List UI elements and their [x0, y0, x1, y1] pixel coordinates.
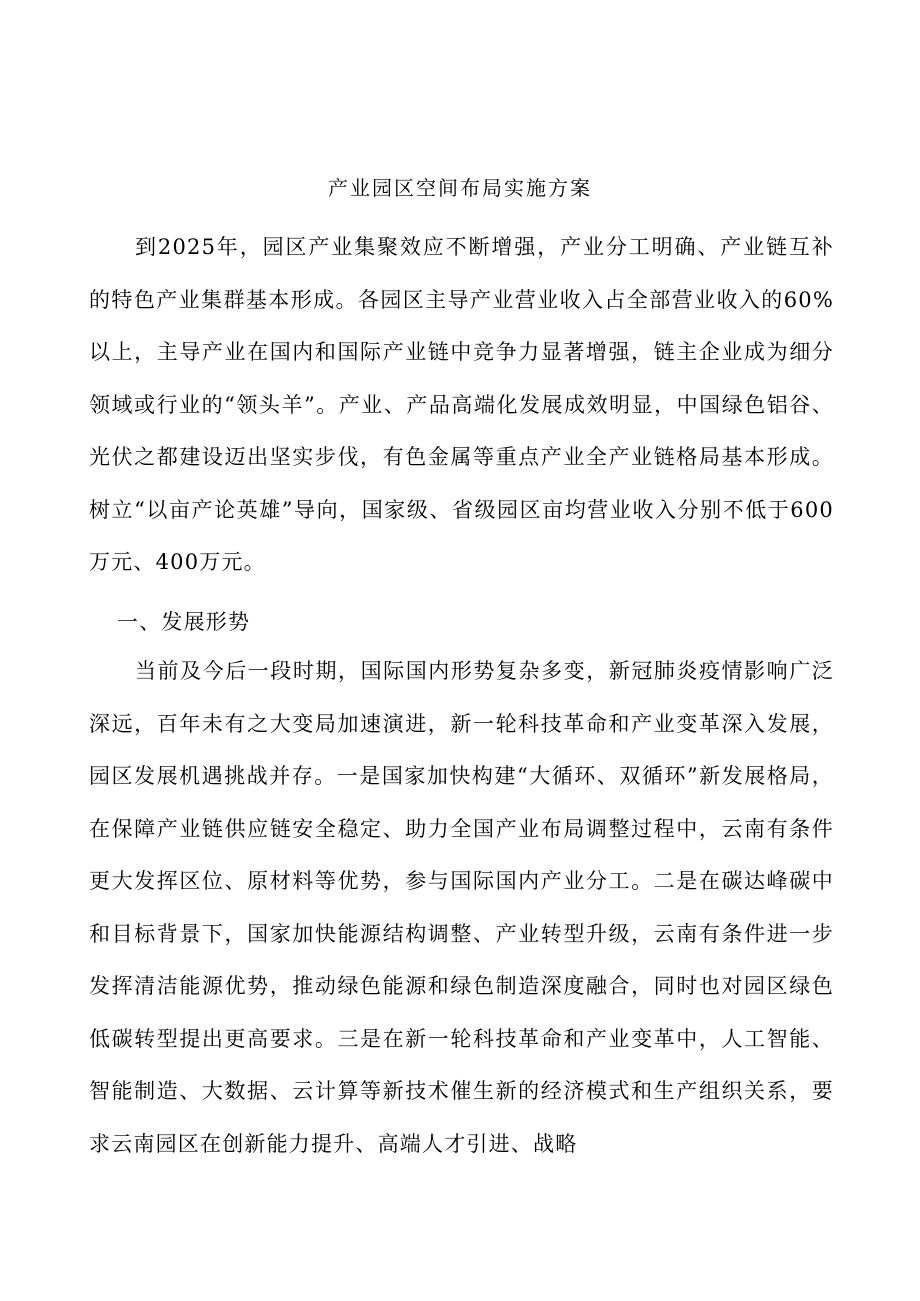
- document-title: 产业园区空间布局实施方案: [328, 176, 592, 200]
- paragraph-targets-2025: 到2025年，园区产业集聚效应不断增强，产业分工明确、产业链互补的特色产业集群基本形成。各园区主导产业营业收入占全部营业收入的60%以上，主导产业在国内和国际产业链中竞争力显著增强，链主企业成为细分领域或行业的“领头羊”。产业、产品高端化发展成效明显，中国绿色铝谷、光伏之都建设迈出坚实步伐，有色金属等重点产业全产业链格局基本形成。树立“以亩产论英雄”导向，国家级、省级园区亩均营业收入分别不低于600万元、400万元。: [89, 235, 834, 574]
- paragraph-development-situation: 当前及今后一段时期，国际国内形势复杂多变，新冠肺炎疫情影响广泛深远，百年未有之大变局加速演进，新一轮科技革命和产业变革深入发展，园区发展机遇挑战并存。一是国家加快构建“大循环、双循环”新发展格局，在保障产业链供应链安全稳定、助力全国产业布局调整过程中，云南有条件更大发挥区位、原材料等优势，参与国际国内产业分工。二是在碳达峰碳中和目标背景下，国家加快能源结构调整、产业转型升级，云南有条件进一步发挥清洁能源优势，推动绿色能源和绿色制造深度融合，同时也对园区绿色低碳转型提出更高要求。三是在新一轮科技革命和产业变革中，人工智能、智能制造、大数据、云计算等新技术催生新的经济模式和生产组织关系，要求云南园区在创新能力提升、高端人才引进、战略: [89, 659, 834, 1156]
- section-heading-development-situation: 一、发展形势: [117, 610, 251, 634]
